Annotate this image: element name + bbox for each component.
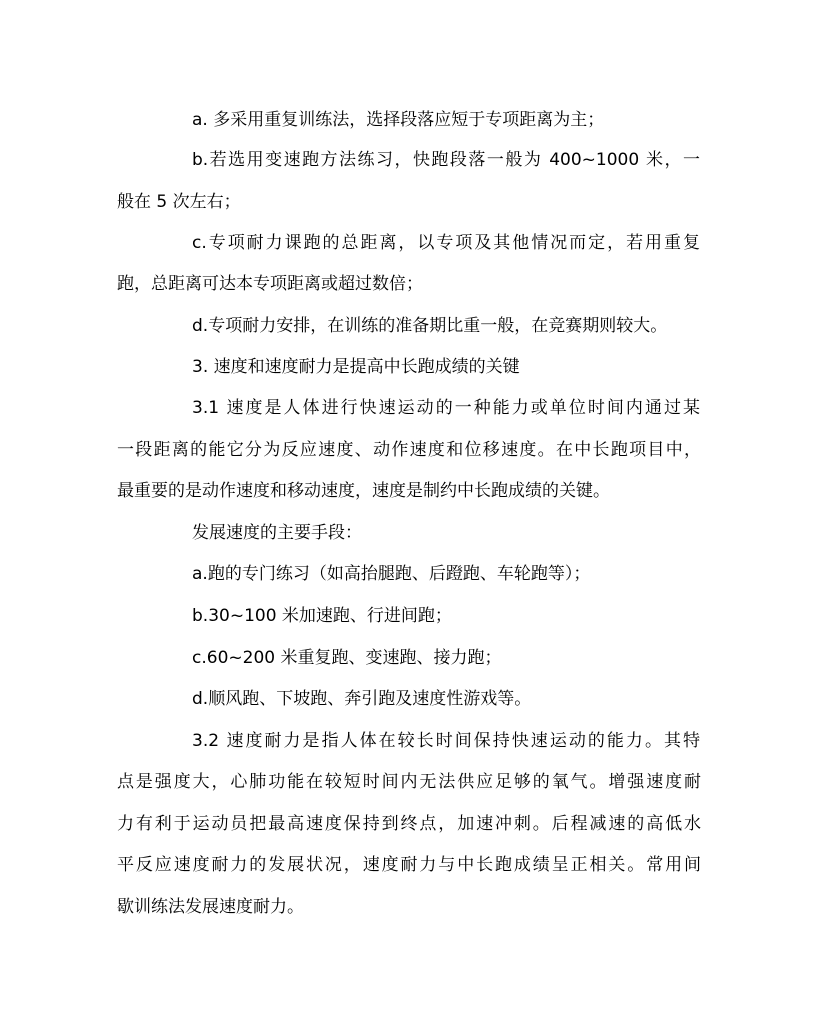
section-3-2-line3: 力有利于运动员把最高速度保持到终点，加速冲刺。后程减速的高低水 — [117, 814, 701, 834]
item-b-variable-speed-line2: 般在 5 次左右； — [117, 192, 241, 212]
speed-method-d: d.顺风跑、下坡跑、奔引跑及速度性游戏等。 — [192, 689, 532, 709]
section-3-2-line5: 歇训练法发展速度耐力。 — [117, 897, 304, 917]
item-c-total-distance-line2: 跑，总距离可达本专项距离或超过数倍； — [117, 274, 423, 294]
section-3-1-line2: 一段距离的能它分为反应速度、动作速度和位移速度。在中长跑项目中， — [117, 440, 701, 460]
item-a-endurance-method: a. 多采用重复训练法，选择段落应短于专项距离为主； — [192, 110, 605, 130]
section-3-2-line2: 点是强度大，心肺功能在较短时间内无法供应足够的氧气。增强速度耐 — [117, 772, 701, 792]
section-3-2-line1: 3.2 速度耐力是指人体在较长时间保持快速运动的能力。其特 — [192, 731, 700, 751]
section-3-1-line1: 3.1 速度是人体进行快速运动的一种能力或单位时间内通过某 — [192, 398, 700, 418]
speed-method-a: a.跑的专门练习（如高抬腿跑、后蹬跑、车轮跑等）； — [192, 564, 591, 584]
item-d-arrangement: d.专项耐力安排，在训练的准备期比重一般，在竞赛期则较大。 — [192, 316, 668, 336]
section-3-2-line4: 平反应速度耐力的发展状况，速度耐力与中长跑成绩呈正相关。常用间 — [117, 855, 701, 875]
section-3-heading: 3. 速度和速度耐力是提高中长跑成绩的关键 — [192, 357, 520, 377]
speed-methods-heading: 发展速度的主要手段： — [192, 523, 362, 543]
item-b-variable-speed-line1: b.若选用变速跑方法练习，快跑段落一般为 400~1000 米，一 — [192, 150, 700, 170]
speed-method-b: b.30~100 米加速跑、行进间跑； — [192, 606, 452, 626]
speed-method-c: c.60~200 米重复跑、变速跑、接力跑； — [192, 648, 502, 668]
section-3-1-line3: 最重要的是动作速度和移动速度，速度是制约中长跑成绩的关键。 — [117, 481, 610, 501]
item-c-total-distance-line1: c.专项耐力课跑的总距离，以专项及其他情况而定，若用重复 — [192, 233, 700, 253]
